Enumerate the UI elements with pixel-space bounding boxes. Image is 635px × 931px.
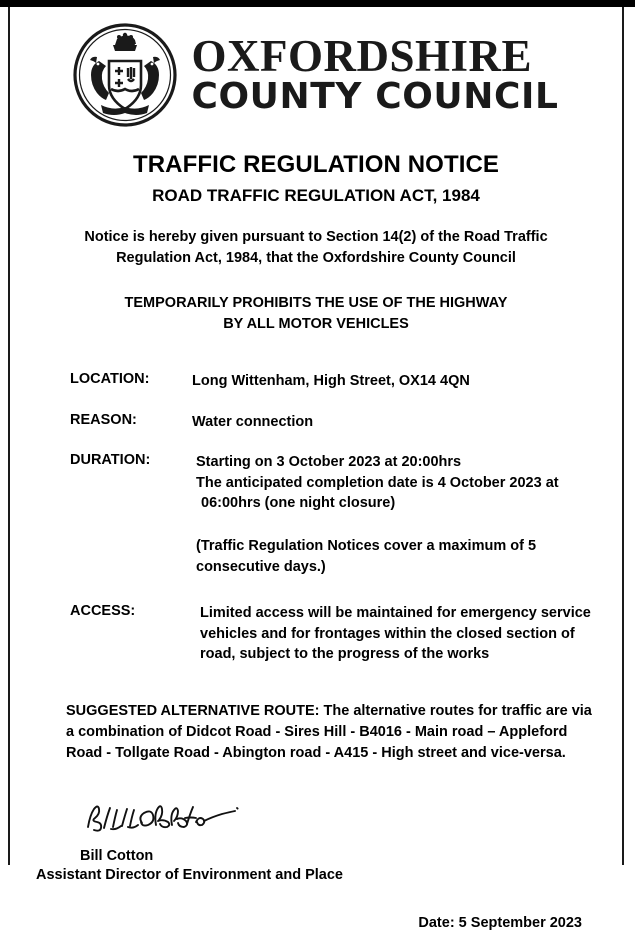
duration-note: (Traffic Regulation Notices cover a maximum of 5 consecutive days.)	[196, 537, 537, 575]
notice-subtitle: ROAD TRAFFIC REGULATION ACT, 1984	[152, 186, 480, 205]
prohibition-statement	[10, 293, 622, 335]
notice-fields	[10, 371, 622, 665]
duration-line-3: 06:00hrs (one night closure)	[201, 495, 396, 512]
duration-label: DURATION:	[70, 452, 151, 469]
council-masthead	[10, 7, 622, 127]
prohibition-line-2: BY ALL MOTOR VEHICLES	[223, 316, 409, 333]
logo-county-council: COUNTY COUNCIL	[191, 76, 559, 118]
field-row-reason	[70, 412, 604, 433]
scan-right-border-line	[622, 7, 624, 865]
handwritten-signature-icon	[80, 797, 240, 841]
council-logo-text	[191, 30, 559, 118]
logo-oxfordshire: OXFORDSHIRE	[191, 30, 532, 81]
document-content	[10, 7, 622, 931]
notice-title: TRAFFIC REGULATION NOTICE	[132, 151, 500, 178]
access-value: Limited access will be maintained for emergency service vehicles and for frontages within the closed section of road, subject to the progress of the works	[200, 605, 591, 663]
signature-block	[10, 797, 622, 883]
reason-label: REASON:	[70, 411, 137, 428]
access-label: ACCESS:	[70, 603, 136, 620]
signatory-role: Assistant Director of Environment and Place	[36, 867, 343, 884]
notice-preamble: Notice is hereby given pursuant to Section 14(2) of the Road Traffic Regulation Act, 1984, that the Oxfordshire County Council	[84, 229, 548, 267]
field-row-duration	[70, 452, 604, 514]
oxfordshire-coat-of-arms-icon	[73, 23, 177, 127]
field-row-location	[70, 371, 604, 392]
suggested-alternative-route: SUGGESTED ALTERNATIVE ROUTE: The alternative routes for traffic are via a combination of Didcot Road - Sires Hill - B4016 - Main road – Appleford Road - Tollgate Road - Abington road - A415 - High street and vice-versa.	[66, 702, 592, 761]
duration-line-1: Starting on 3 October 2023 at 20:00hrs	[196, 454, 462, 471]
location-label: LOCATION:	[70, 371, 150, 388]
notice-date: Date: 5 September 2023	[418, 915, 582, 931]
prohibition-line-1: TEMPORARILY PROHIBITS THE USE OF THE HIGHWAY	[124, 295, 508, 312]
duration-line-2: The anticipated completion date is 4 October 2023 at	[196, 474, 559, 491]
reason-value: Water connection	[192, 413, 314, 430]
duration-value	[192, 452, 604, 514]
location-value: Long Wittenham, High Street, OX14 4QN	[192, 373, 470, 390]
signatory-name: Bill Cotton	[80, 848, 154, 865]
scan-top-edge-bar	[0, 0, 635, 7]
field-row-access	[70, 603, 604, 665]
